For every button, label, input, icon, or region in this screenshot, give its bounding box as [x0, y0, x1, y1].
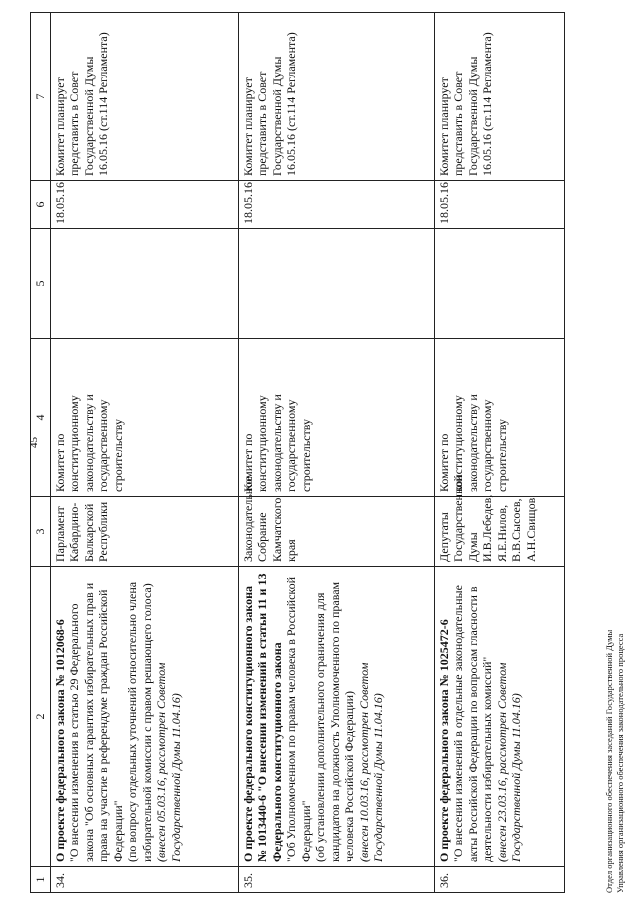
footer-line-1: Отдел организационного обеспечения заседаний Государственной Думы — [604, 629, 614, 893]
bill-author: Законодательное Собрание Камчатского края — [238, 497, 434, 567]
plan-text: Комитет планирует представить в Совет Государственной Думы 16.05.16 (ст.114 Регламента) — [50, 13, 238, 181]
bill-status: (внесен 05.03.16, рассмотрен Советом Государственной Думы 11.04.16) — [154, 662, 183, 862]
bill-description — [50, 567, 238, 867]
bill-title: О проекте федерального закона № 1025472-6 — [436, 619, 451, 862]
legislation-table — [30, 12, 565, 893]
date-value: 18.05.16 — [238, 181, 434, 229]
bill-status: (внесен 23.03.16, рассмотрен Советом Государственной Думы 11.04.16) — [494, 662, 523, 862]
bill-author: Депутаты Государственной Думы И.В.Лебедев, Я.Е.Нилов, В.В.Сысоев, А.Н.Свищов — [434, 497, 564, 567]
date-value: 18.05.16 — [50, 181, 238, 229]
footer-line-2: Управления организационного обеспечения законодательного процесса — [615, 633, 625, 893]
responsible-committee: Комитет по конституционному законодательству и государственному строительству — [434, 339, 564, 497]
header-col-1: 1 — [31, 867, 51, 893]
col5-value — [50, 229, 238, 339]
col5-value — [238, 229, 434, 339]
col5-value — [434, 229, 564, 339]
table-row — [434, 13, 564, 893]
date-value: 18.05.16 — [434, 181, 564, 229]
header-row — [31, 13, 51, 893]
bill-description — [238, 567, 434, 867]
bill-title: О проекте федерального закона № 1012068-6 — [52, 619, 67, 862]
header-col-7: 7 — [31, 13, 51, 181]
bill-note: (по вопросу отдельных уточнений относительно члена избирательной комиссии с правом решающего голоса) — [125, 581, 154, 862]
page-number: 45 — [28, 437, 40, 448]
responsible-committee: Комитет по конституционному законодательству и государственному строительству — [50, 339, 238, 497]
header-col-3: 3 — [31, 497, 51, 567]
header-col-2: 2 — [31, 567, 51, 867]
row-number: 34. — [50, 867, 238, 893]
bill-name: "О внесении изменений в отдельные законодательные акты Российской Федерации по вопросам гласности в деятельности избирательных комиссий" — [451, 585, 494, 862]
plan-text: Комитет планирует представить в Совет Государственной Думы 16.05.16 (ст.114 Регламента) — [434, 13, 564, 181]
row-number: 35. — [238, 867, 434, 893]
responsible-committee: Комитет по конституционному законодательству и государственному строительству — [238, 339, 434, 497]
bill-note: (об установлении дополнительного ограничения для кандидатов на должность Уполномоченного по правам человека Российской Федерации) — [313, 581, 356, 862]
bill-name: "О внесении изменения в статью 29 Федерального закона "Об основных гарантиях избирательных прав и права на участие в референдуме граждан Российской Федерации" — [67, 582, 125, 862]
header-col-6: 6 — [31, 181, 51, 229]
bill-title: О проекте федерального конституционного закона № 1013440-6 "О внесении изменений в статьи 11 и 13 Федерального конституционного закона — [240, 573, 284, 862]
bill-author: Парламент Кабардино-Балкарской Республики — [50, 497, 238, 567]
footer — [604, 630, 626, 893]
table-row — [50, 13, 238, 893]
bill-status: (внесен 10.03.16, рассмотрен Советом Государственной Думы 11.04.16) — [356, 662, 385, 862]
table-row — [238, 13, 434, 893]
plan-text: Комитет планирует представить в Совет Государственной Думы 16.05.16 (ст.114 Регламента) — [238, 13, 434, 181]
header-col-5: 5 — [31, 229, 51, 339]
bill-name: "Об Уполномоченном по правам человека в Российской Федерации" — [284, 576, 313, 862]
header-col-4: 4 — [31, 339, 51, 497]
bill-description — [434, 567, 564, 867]
row-number: 36. — [434, 867, 564, 893]
